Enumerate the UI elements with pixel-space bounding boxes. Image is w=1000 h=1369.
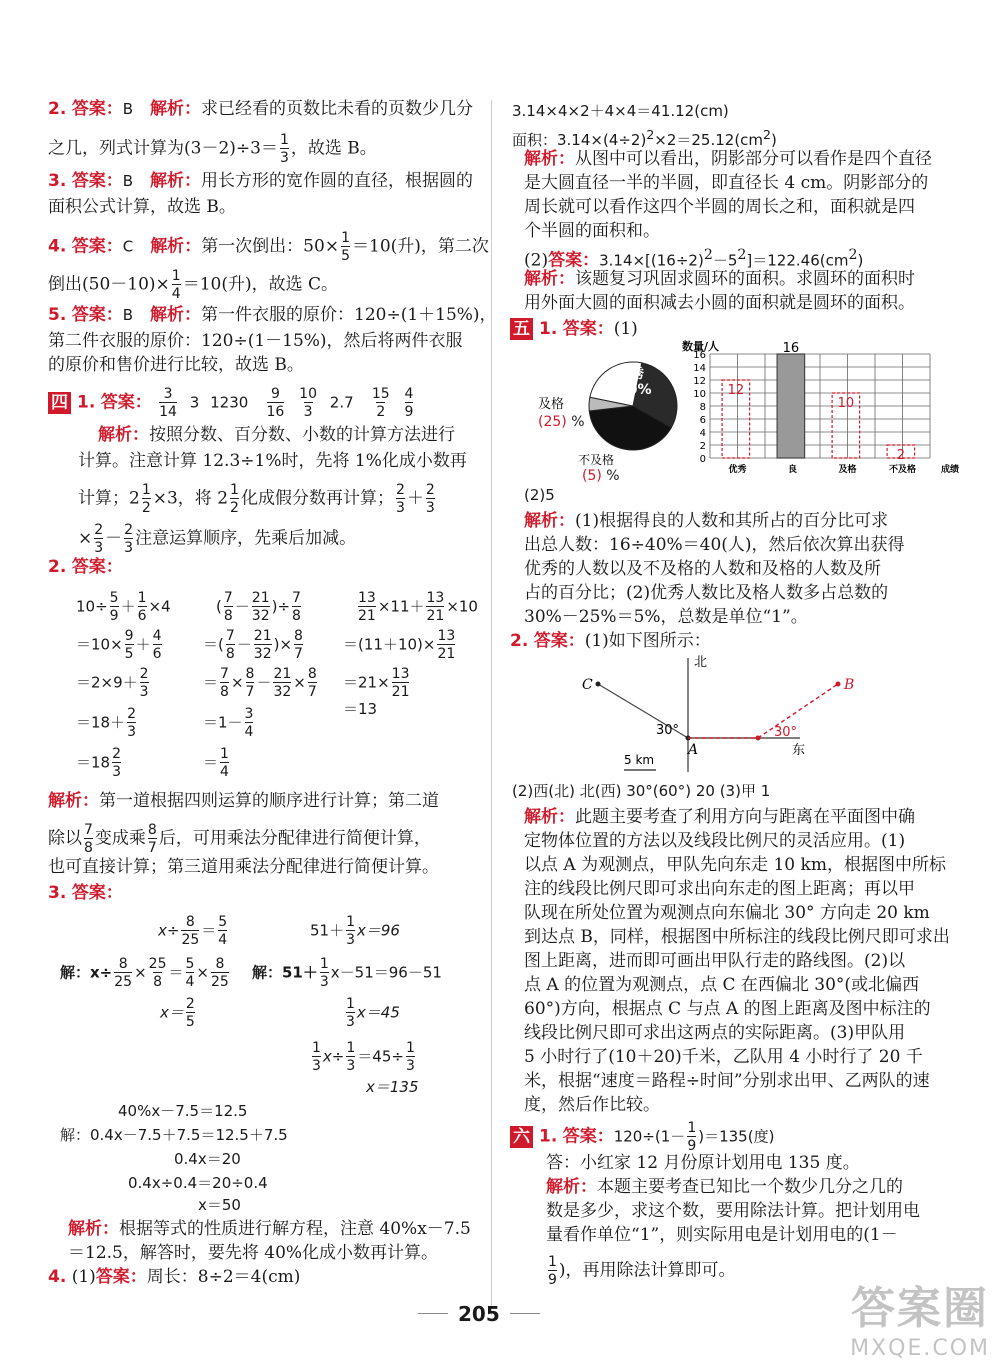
route-ne (758, 684, 838, 738)
s4-jx1: 解析：按照分数、百分数、小数的计算方法进行 (98, 425, 455, 445)
x-tick-label: 优秀 (728, 465, 747, 475)
eq1-r2: 解：x÷ $\frac{8}{25}$ × $\frac{25}{8}$ ＝ $\frac{5}{4}$ × $\frac{8}{25}$ (60, 956, 229, 990)
r-jx3-1: 解析：(1)根据得良的人数和其所占的百分比可求 (524, 511, 889, 531)
label-a: A (688, 742, 699, 758)
angle-c: 30° (656, 723, 680, 738)
s4-jx4: × $\frac{2}{3}$ － $\frac{2}{3}$ 注意运算顺序，先乘后加减。 (78, 522, 357, 556)
r-jx3-2: 出总人数：16÷40%＝40(人)，然后依次算出获得 (524, 535, 905, 555)
r-jx4-3: 以点 A 为观测点，甲队先向东走 10 km，根据图中所标 (524, 855, 946, 875)
calc3-r2: ＝(11＋10)× $\frac{13}{21}$ (343, 628, 456, 662)
q3b-jx2: ＝12.5，解答时，要先将 40%化成小数再计算。 (68, 1243, 439, 1263)
x-tick-label: 及格 (838, 465, 857, 475)
r-jx1-1: 解析：从图中可以看出，阴影部分可以看作是四个直径 (524, 149, 932, 169)
y-tick-label: 2 (699, 441, 706, 452)
r-jx5-1: 解析：本题主要考查已知比一个数少几分之几的 (546, 1177, 903, 1197)
pie-chart (538, 356, 698, 486)
q2b-header: 2. 答案： (48, 557, 123, 577)
point-c (596, 682, 601, 687)
pie-pct-fail: (5) % (582, 468, 620, 484)
scale-label: 5 km (624, 753, 655, 767)
q4-line1: 4. 答案：C 解析：第一次倒出：50× $\frac{1}{5}$ ＝10(升)，第二次 (48, 230, 489, 264)
point-b (836, 682, 841, 687)
q2-line2: 之几，列式计算为(3－2)÷3＝ $\frac{1}{3}$ ，故选 B。 (48, 132, 377, 166)
y-tick-label: 14 (693, 363, 706, 374)
calc2-r1: ( $\frac{7}{8}$ － $\frac{21}{32}$ )÷ $\frac{7}{8}$ (216, 590, 301, 624)
x-tick-label: 良 (787, 465, 798, 475)
r-jx4-7: 图上距离，进而即可画出甲队行走的路线图。(2)以 (524, 951, 906, 971)
label-c: C (582, 677, 593, 693)
eq2-r1: 51＋ $\frac{1}{3}$ x＝96 (310, 914, 400, 948)
r-jx1-3: 周长就可以看作这四个半圆的周长之和，面积就是四 (524, 197, 915, 217)
y-tick-label: 6 (699, 415, 706, 426)
r-jx4-9: 60°)方向，根据点 C 与点 A 的图上距离及图中标注的 (524, 999, 931, 1019)
r-jx2-1: 解析：该题复习巩固求圆环的面积。求圆环的面积时 (524, 269, 915, 289)
watermark (850, 1272, 990, 1361)
s4-answer-line: 四 1. 答案： $\frac{3}{14}$ 3 1230 $\frac{9}{16}$ $\frac{10}{3}$ 2.7 $\frac{15}{2}$ $\frac{4}{9}$ (48, 386, 415, 420)
r-jx4-13: 度，然后作比较。 (524, 1095, 660, 1115)
eq3-r5: x＝50 (198, 1196, 241, 1214)
r-jx5-4: $\frac{1}{9}$ )，再用除法计算即可。 (548, 1254, 736, 1288)
q5-line1: 5. 答案：B 解析：第一件衣服的原价：120÷(1＋15%)， (48, 305, 497, 325)
y-tick-label: 12 (693, 376, 706, 387)
bar-data-label: 2 (896, 448, 905, 463)
bar-chart (682, 338, 960, 488)
pie-label-excellent: 优秀 (618, 367, 645, 382)
s4-jx2: 计算。注意计算 12.3÷1%时，先将 1%化成小数再 (78, 451, 467, 471)
q4b-line: 4. (1)答案：周长：8÷2＝4(cm) (48, 1267, 301, 1287)
calc1-r2: ＝10× $\frac{9}{5}$ ＋ $\frac{4}{6}$ (76, 628, 162, 662)
left-column (48, 0, 497, 1330)
direction-map (570, 654, 870, 774)
calc1-r1: 10÷ $\frac{5}{9}$ ＋ $\frac{1}{6}$ ×4 (76, 590, 171, 624)
r-jx5-3: 量看作单位“1”，则实际用电是计划用电的(1－ (546, 1225, 898, 1245)
r-jx4-2: 定物体位置的方法以及线段比例尺的灵活应用。(1) (524, 831, 906, 851)
r-calc2: 面积：$3.14\times(4\div 2)^2\times 2=25.12(cm^2)$ (512, 127, 777, 149)
calc2-r5: ＝ $\frac{1}{4}$ (203, 746, 229, 780)
r-jx3-3: 优秀的人数以及不及格的人数和及格的人数及所 (524, 559, 881, 579)
q2-line1: 2. 答案：B 解析：求已经看的页数比未看的页数少几分 (48, 99, 473, 119)
r-q2: (2)答案：$3.14\times[(16\div 2)^2-5^2]=122.46(cm^2)$ (524, 247, 864, 271)
q5-line3: 的原价和售价进行比较，故选 B。 (48, 355, 304, 375)
column-divider (491, 100, 492, 1315)
calc1-r3: ＝2×9＋ $\frac{2}{3}$ (76, 666, 149, 700)
q3-line1: 3. 答案：B 解析：用长方形的宽作圆的直径，根据圆的 (48, 171, 473, 191)
calc3-r1: $\frac{13}{21}$ ×11＋ $\frac{13}{21}$ ×10 (358, 590, 478, 624)
calc3-r3: ＝21× $\frac{13}{21}$ (343, 666, 410, 700)
page-number: 205 (458, 1302, 500, 1326)
bar-data-label: 10 (837, 396, 855, 411)
r-jx4-5: 队现在所处位置为观测点向东偏北 30° 方向走 20 km (524, 903, 930, 923)
r-jx4-10: 线段比例尺即可求出这两点的实际距离。(3)甲队用 (524, 1023, 906, 1043)
y-tick-label: 4 (699, 428, 706, 439)
watermark-text: 答案圈 (851, 1283, 990, 1334)
calc1-r4: ＝18＋ $\frac{2}{3}$ (76, 706, 137, 740)
r-jx1-2: 是大圆直径一半的半圆，即直径长 4 cm。阴影部分的 (524, 173, 929, 193)
eq2-r2: 解：51＋ $\frac{1}{3}$ x－51＝96－51 (252, 956, 442, 990)
r-s6-answer: 答：小红家 12 月份原计划用电 135 度。 (546, 1153, 860, 1173)
watermark-url: MXQE.COM (850, 1336, 990, 1361)
q2b-jx2: 除以 $\frac{7}{8}$ 变成乘 $\frac{8}{7}$ 后，可用乘法分配律进行简便计算， (48, 822, 431, 856)
x-axis-label: 成绩 (940, 465, 960, 475)
eq3-r1: 40%x－7.5＝12.5 (118, 1102, 248, 1120)
right-column (510, 0, 960, 1330)
point-mid (756, 736, 761, 741)
r-jx4-6: 到达点 B，同样，根据图中所标注的线段比例尺即可求出 (524, 927, 950, 947)
bar-data-label: 12 (727, 383, 745, 398)
pie-pct-pass: (25) % (538, 414, 585, 430)
page-number-dash-right (510, 1313, 540, 1314)
r-jx5-2: 数是多少，求这个数，要用除法计算。把计划用电 (546, 1201, 920, 1221)
r-jx1-4: 个半圆的面积和。 (524, 221, 660, 241)
east-label: 东 (792, 743, 806, 758)
r-jx4-4: 注的线段比例尺即可求出向东走的图上距离；再以甲 (524, 879, 915, 899)
q2b-jx1: 解析：第一道根据四则运算的顺序进行计算；第二道 (48, 791, 439, 811)
r-s5-2: (2)5 (524, 486, 555, 504)
r-q2b-header: 2. 答案：(1)如下图所示： (510, 631, 711, 651)
q3b-header: 3. 答案： (48, 883, 123, 903)
q3-line2: 面积公式计算，故选 B。 (48, 197, 236, 217)
calc3-r4: ＝13 (343, 700, 378, 718)
eq3-r4: 0.4x÷0.4＝20÷0.4 (128, 1174, 268, 1192)
r-q2b-ans: (2)西(北) 北(西) 30°(60°) 20 (3)甲 1 (512, 782, 771, 800)
r-jx4-11: 5 小时行了(10＋20)千米，乙队用 4 小时行了 20 千 (524, 1047, 923, 1067)
y-tick-label: 16 (693, 350, 706, 361)
calc1-r5: ＝18 $\frac{2}{3}$ (76, 746, 122, 780)
r-s5-header: 五 1. 答案：(1) (510, 318, 638, 340)
q3b-jx1: 解析：根据等式的性质进行解方程，注意 40%x－7.5 (68, 1219, 471, 1239)
y-tick-label: 8 (699, 402, 706, 413)
r-jx2-2: 用外面大圆的面积减去小圆的面积就是圆环的面积。 (524, 293, 915, 313)
calc2-r3: ＝ $\frac{7}{8}$ × $\frac{8}{7}$ － $\frac{21}{32}$ × $\frac{8}{7}$ (203, 666, 317, 700)
north-label: 北 (694, 655, 708, 670)
pie-label-pass: 及格 (538, 397, 565, 412)
pie-pct-excellent: 30% (618, 382, 652, 398)
r-jx4-8: 点 A 的位置为观测点，点 C 在西偏北 30°(或北偏西 (524, 975, 920, 995)
r-jx4-1: 解析：此题主要考查了利用方向与距离在平面图中确 (524, 807, 915, 827)
q5-line2: 第二件衣服的原价：120÷(1－15%)，然后将两件衣服 (48, 331, 463, 351)
page-number-dash-left (418, 1313, 448, 1314)
s4-jx3: 计算；2 $\frac{1}{2}$ ×3，将 2 $\frac{1}{2}$ 化成假分数再计算； $\frac{2}{3}$ ＋ $\frac{2}{3}$ (78, 482, 435, 516)
eq3-r2: 解：0.4x－7.5＋7.5＝12.5＋7.5 (60, 1126, 288, 1144)
r-jx3-4: 占的百分比；(2)优秀人数比及格人数多占总数的 (524, 583, 889, 603)
label-b: B (844, 677, 855, 693)
q2b-jx3: 也可直接计算；第三道用乘法分配律进行简便计算。 (48, 857, 439, 877)
y-tick-label: 0 (699, 454, 706, 465)
bar-data-label: 16 (782, 341, 800, 356)
x-tick-label: 不及格 (888, 465, 917, 475)
pie-label-fail: 不及格 (578, 453, 615, 467)
y-axis-label: 数量/人 (682, 340, 720, 353)
eq3-r3: 0.4x＝20 (174, 1150, 241, 1168)
calc2-r2: ＝( $\frac{7}{8}$ － $\frac{21}{32}$ )× $\frac{8}{7}$ (203, 628, 303, 662)
y-tick-label: 10 (693, 389, 706, 400)
angle-b: 30° (774, 725, 798, 740)
q4-line2: 倒出(50－10)× $\frac{1}{4}$ ＝10(升)，故选 C。 (48, 268, 339, 302)
eq2-r5: x＝135 (366, 1078, 419, 1096)
eq1-r3: x＝ $\frac{2}{5}$ (160, 996, 195, 1030)
r-calc1: 3.14×4×2＋4×4＝41.12(cm) (512, 102, 729, 120)
calc2-r4: ＝1－ $\frac{3}{4}$ (203, 706, 254, 740)
eq1-r1: x÷ $\frac{8}{25}$ ＝ $\frac{5}{4}$ (158, 914, 228, 948)
eq2-r4: $\frac{1}{3}$ x÷ $\frac{1}{3}$ ＝45÷ $\frac{1}{3}$ (312, 1040, 415, 1074)
r-jx3-5: 30%－25%＝5%，总数是单位“1”。 (524, 607, 808, 627)
r-s6-line: 六 1. 答案：120÷(1－ $\frac{1}{9}$ )＝135(度) (510, 1120, 774, 1154)
r-jx4-12: 米，根据“速度＝路程÷时间”分别求出甲、乙两队的速 (524, 1071, 930, 1091)
eq2-r3: $\frac{1}{3}$ x＝45 (346, 996, 400, 1030)
bar-1 (777, 354, 805, 458)
